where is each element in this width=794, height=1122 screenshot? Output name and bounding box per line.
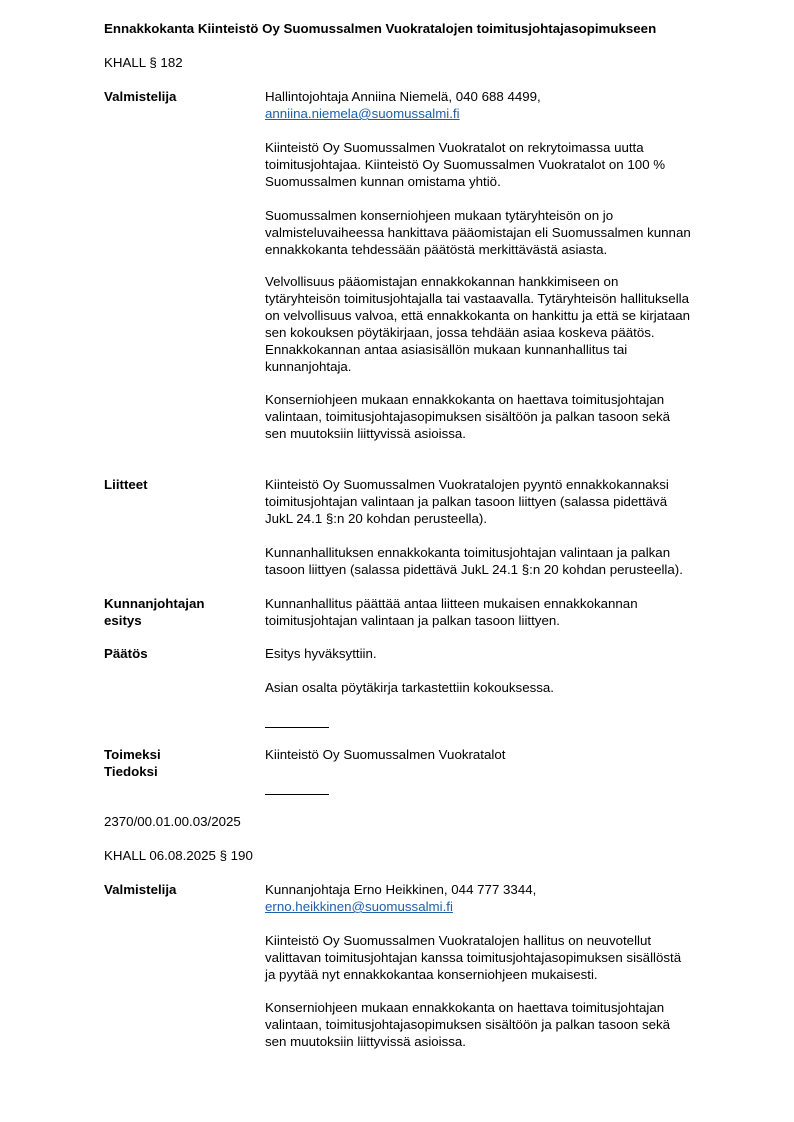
assignment-label [104,746,161,780]
paragraph-line: Konserniohjeen mukaan ennakkokanta on haettava toimitusjohtajan [265,392,665,407]
preparer-email-link[interactable]: erno.heikkinen@suomussalmi.fi [265,899,453,914]
paragraph [265,999,745,1050]
paragraph-line: Suomussalmen konserniohjeen mukaan tytäryhteisön on jo [265,208,614,223]
paragraph [265,391,745,442]
paragraph-line: toimitusjohtajan valintaan ja palkan tasoon liittyen (salassa pidettävä [265,494,668,509]
paragraph-line: sen muutoksiin liittyvissä asioissa. [265,426,467,441]
proposal-text [265,595,745,629]
paragraph-line: tasoon liittyen (salassa pidettävä JukL 24.1 §:n 20 kohdan perusteella). [265,562,683,577]
paragraph [265,207,745,258]
preparer-name: Kunnanjohtaja Erno Heikkinen, 044 777 3344, [265,882,537,897]
document-title: Ennakkokanta Kiinteistö Oy Suomussalmen Vuokratalojen toimitusjohtajasopimukseen [104,21,657,36]
separator-line [265,794,329,795]
paragraph-line: toimitusjohtajaa. Kiinteistö Oy Suomussalmen Vuokratalot on 100 % [265,157,666,172]
assignment-label-line: Toimeksi [104,747,161,762]
attachment-item [265,476,745,527]
paragraph-line: Kiinteistö Oy Suomussalmen Vuokratalojen hallitus on neuvotellut [265,933,652,948]
preparer-name: Hallintojohtaja Anniina Niemelä, 040 688 4499, [265,89,541,104]
paragraph-line: Ennakkokannan antaa asiasisällön mukaan kunnanhallitus tai [265,342,628,357]
paragraph-line: ja pyytää nyt ennakkokantaa konserniohjeen mukaisesti. [265,967,598,982]
separator-line [265,727,329,728]
paragraph-line: ennakkokanta tehdessään päätöstä merkittävästä asiasta. [265,242,608,257]
proposal-label-line: Kunnanjohtajan [104,596,205,611]
paragraph-line: Velvollisuus pääomistajan ennakkokannan hankkimiseen on [265,274,619,289]
attachments-label: Liitteet [104,477,148,492]
preparer-block [265,88,745,122]
decision-text [265,645,745,662]
paragraph-line: Konserniohjeen mukaan ennakkokanta on haettava toimitusjohtajan [265,1000,665,1015]
paragraph-line: kunnanjohtaja. [265,359,352,374]
paragraph-line: Kunnanhallituksen ennakkokanta toimitusjohtajan valintaan ja palkan [265,545,671,560]
paragraph-line: tytäryhteisön toimitusjohtajalla tai vastaavalla. Tytäryhteisön hallituksella [265,291,689,306]
assignment-text [265,746,745,763]
paragraph-line: valittavan toimitusjohtajan kanssa toimitusjohtajasopimuksen sisällöstä [265,950,682,965]
paragraph [265,932,745,983]
decision-text [265,679,745,696]
paragraph-line: Esitys hyväksyttiin. [265,646,377,661]
decision-label: Päätös [104,646,148,661]
preparer-label: Valmistelija [104,882,177,897]
preparer-email-link[interactable]: anniina.niemela@suomussalmi.fi [265,106,460,121]
preparer-label: Valmistelija [104,89,177,104]
paragraph-line: Kiinteistö Oy Suomussalmen Vuokratalojen pyyntö ennakkokannaksi [265,477,669,492]
paragraph-line: Kunnanhallitus päättää antaa liitteen mukaisen ennakkokannan [265,596,638,611]
paragraph-line: Kiinteistö Oy Suomussalmen Vuokratalot on rekrytoimassa uutta [265,140,644,155]
paragraph-line: Asian osalta pöytäkirja tarkastettiin kokouksessa. [265,680,554,695]
assignment-label-line: Tiedoksi [104,764,158,779]
preparer-block [265,881,745,915]
proposal-label-line: esitys [104,613,142,628]
proposal-label [104,595,204,629]
paragraph-line: sen kokouksen pöytäkirjaan, jossa tehdään asiaa koskeva päätös. [265,325,655,340]
paragraph [265,139,745,190]
paragraph-line: valmisteluvaiheessa hankittava pääomistajan eli Suomussalmen kunnan [265,225,691,240]
paragraph-line: valintaan, toimitusjohtajasopimuksen sisältöön ja palkan tasoon sekä [265,409,671,424]
meeting-reference: KHALL § 182 [104,55,183,70]
paragraph-line: sen muutoksiin liittyvissä asioissa. [265,1034,467,1049]
meeting-reference: KHALL 06.08.2025 § 190 [104,848,253,863]
paragraph-line: Suomussalmen kunnan omistama yhtiö. [265,174,501,189]
diary-number: 2370/00.01.00.03/2025 [104,814,241,829]
paragraph-line: Kiinteistö Oy Suomussalmen Vuokratalot [265,747,506,762]
paragraph-line: toimitusjohtajan valintaan ja palkan tasoon liittyen. [265,613,560,628]
paragraph [265,273,745,375]
paragraph-line: JukL 24.1 §:n 20 kohdan perusteella). [265,511,488,526]
paragraph-line: on velvollisuus valvoa, että ennakkokanta on hankittu ja että se kirjataan [265,308,691,323]
attachment-item [265,544,745,578]
paragraph-line: valintaan, toimitusjohtajasopimuksen sisältöön ja palkan tasoon sekä [265,1017,671,1032]
